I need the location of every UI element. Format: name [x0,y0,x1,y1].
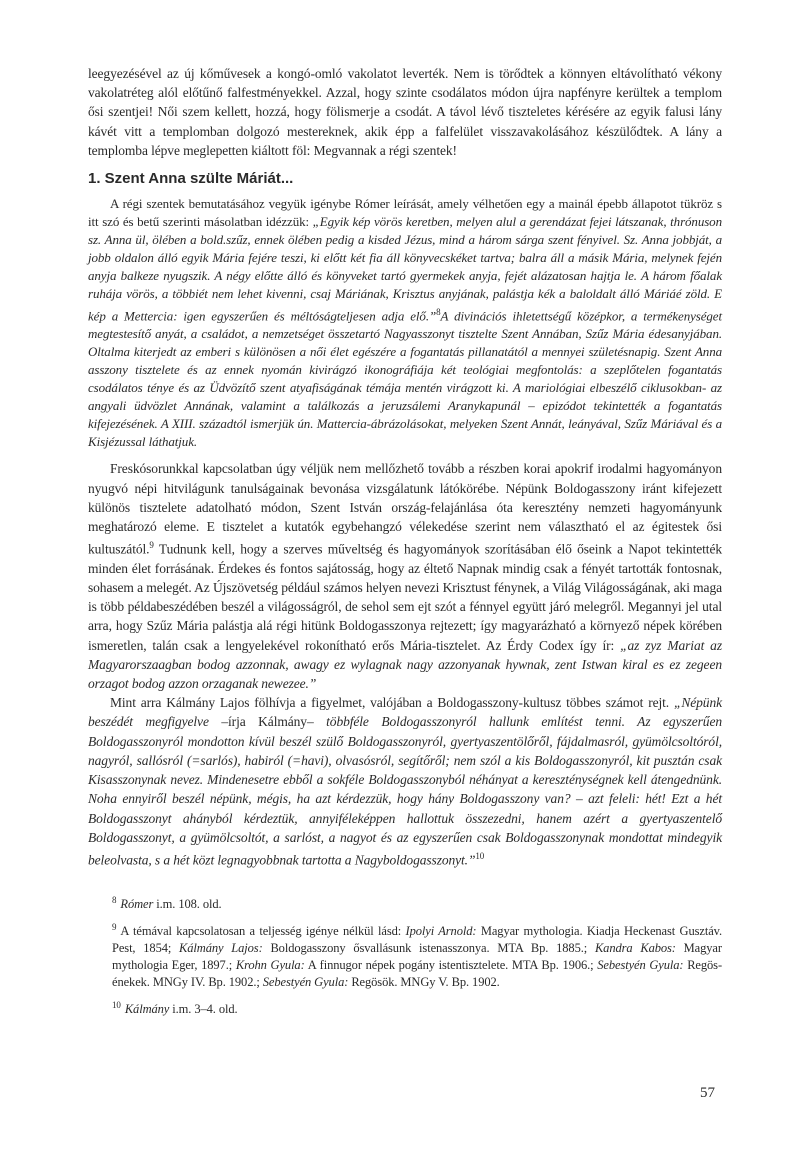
kalmany-quote: többféle Boldogasszonyról hallunk említést tenni. Az egyszerűen Boldogasszonyról mondotton kívül beszél szülő Boldogasszonyról, gyertyaszentölőről, fájdalmasról, gyümölcsoltóról, nagyról, sallósról (=sarlós), habiról (=havi), olvasósról, segítőről; nem szól a kis Boldogasszonyról, kit pusztán csak Kisasszonynak nevez. Mindenesetre ebből a sokféle Boldogasszonyból néhányat a kereszténységnek kell átengednünk. Noha ennyiről beszél népünk, mégis, ha azt kérdezzük, hogy hány Boldogasszony van? – azt feleli: hét! Ezt a hét Boldogasszonyt ahányból kérdeztük, annyiféleképpen hallottuk összezedni, hanem azért a gyertyaszentelő Boldogasszonyt, a gyümölcsoltót, a sarlóst, a nagyot és az egyszerűen csak Boldogasszonynak mondottat mindegyik beleolvasta, s a hét közt legnagyobbnak tartotta a Nagyboldogasszonyt.” [88,714,723,868]
footnote-8: $^8$ Rómer i.m. 108. old. [112,894,222,911]
paragraph-kalmany [88,693,722,869]
section-heading: 1. Szent Anna szülte Máriát... [88,170,294,188]
page-body [88,64,722,1024]
footnote-10: $^{10}$ Kálmány i.m. 3–4. old. [112,999,238,1017]
kalmany-lead: Mint arra Kálmány Lajos fölhívja a figyelmet, valójában a Boldogasszony-kultusz többes számot rejt. [110,695,674,711]
paragraph-fresco [88,459,722,693]
footnote-9: $^9$ A témával kapcsolatosan a teljesség igénye nélkül lásd: Ipolyi Arnold: Magyar mythologia. Kiadja Heckenast Gusztáv. Pest, 1854; Kálmány Lajos: Boldogasszony ősvallásunk istenasszonya. MTA Bp. 1885.; Kandra Kabos: Magyar mythologia Eger, 1897.; Krohn Gyula: A finnugor népek pogány istentisztelete. MTA Bp. 1906.; Sebestyén Gyula: Regös-énekek. MNGy IV. Bp. 1902.; Sebestyén Gyula: Regösök. MNGy V. Bp. 1902. [112,921,723,989]
fresco-text: Freskósorunkkal kapcsolatban úgy véljük nem mellőzhető tovább a részben korai apokrif irodalmi hagyományon nyugvó népi hitvilágunk tanulságainak bevonása vizsgálatunk látókörébe. Népünk Boldogasszony iránt kifejezett különös tisztelete adatolható módon, Szent István ország-felajánlása óta keresztény nemzeti hagyományunk meghatározó eleme. E tisztelet a kutatók egybehangzó vélekedése szerint nem választható el az égitestek ősi kultuszától. [88,461,722,557]
fresco-text-cont: Tudnunk kell, hogy a szerves műveltség és hagyományok szorításában élő őseink a Napot tekintették minden élet forrásának. Érdekes és fontos sajátosság, hogy az éltető Napnak mindig csak a fényét tartották fontosnak, sohasem a melegét. Az Újszövetség például számos helyen nevezi Krisztust fénynek, a Világ Világosságának, aki maga is több példabeszédében beszél a világosságról, de sehol sem ejt szót a fénnyel együtt járó melegről. Megannyi jel utal arra, hogy Szűz Mária palástja alá régi hitünk Boldogasszonya rejtezett; így magyarázható a környező népek körében ismeretlen, talán csak a lengyelekével rokonítható erős Mária-tisztelet. Az Érdy Codex így ír: [88,541,722,653]
romer-quote: „Egyik kép vörös keretben, melyen alul a gerendázat fejei látszanak, thrónuson sz. Anna ül, ölében a bold.szűz, ennek ölében pedig a kisded Jézus, mind a három sárga szent fényivel. Sz. Anna jobbját, a jobb oldalon álló egyik Mária fejére teszi, ki előtt két fia áll könyvecskéket tartva; balra áll a másik Mária, melynek fején anyja balkeze nyugszik. A négy előtte álló és könyveket tartó gyermekek anyja, fejét alázatosan hajtja le. A három főalak ruhája vörös, a többiét nem lehet kivenni, csaj Máriának, Krisztus anyjának, palástja kék a baloldalt álló Máriáé zöld. E kép a Mettercia: igen egyszerűen és méltóságteljesen adja elő.” [88,214,722,324]
paragraph-romer [88,195,722,451]
footnote-ref-10[interactable]: 10 [475,850,485,861]
romer-lead: A régi szentek bemutatásához vegyük igénybe Rómer leírását, amely vélhetően egy a mainál épebb állapotot tükröz s itt szó és betű szerinti másolatban idézzük: [88,196,722,230]
page-number: 57 [700,1085,715,1101]
footnote-ref-9[interactable]: 9 [149,540,154,551]
kalmany-mid: –írja Kálmány– [208,714,327,730]
kalmany-quote-start: „Népünk beszédét megfigyelve [88,695,722,730]
footnote-ref-8[interactable]: 8 [436,307,441,318]
erdy-codex-quote: „az zyz Mariat az Magyarorszaagban bodog azzonnak, awagy ez wylagnak nagy azzonyanak hywnak, zent Istwan kiral es ez zegeen orzagot bodog azzon orzaganak newezee.” [88,637,722,692]
paragraph-intro: leegyezésével az új kőművesek a kongó-omló vakolatot leverték. Nem is törődtek a könnyen eltávolítható vékony vakolatréteg alól előtűnő falfestményekkel. Azzal, hogy szinte csodálatos módon újra napfényre kerültek a templom ősi szentjei! Női szem kellett, hozzá, hogy fölismerje a csodát. A távol lévő tiszteletes kérésére az egyik falusi lány kávét vitt a templomban dolgozó mestereknek, akik épp a falfelület visszavakolásához készülődtek. A lány a templomba lépve meglepetten kiáltott föl: Megvannak a régi szentek! [88,66,722,158]
mettercia-text: A divinációs ihletettségű középkor, a termékenységet megtestesítő anyát, a családot, a nemzetséget összetartó Nagyasszonyt tisztelte Szent Annában, Szűz Mária édesanyjában. Oltalma kiterjedt az emberi s különösen a női élet egészére a fogantatás pillanatától a mennyei születésnapig. Szent Anna asszony tisztelete és az ennek nyomán kivirágzó ikonográfiája két teológiai megfontolás: a szeplőtelen fogantatás csodálatos ténye és az Üdvözítő szent atyafiságának témája mentén virágzott ki. A mariológiai elbeszélő ciklusokban- az angyali üdvözlet Annának, valamint a találkozás a jeruzsálemi Aranykapunál – epizódot tekintették a fogantatás kifejezésének. A XIII. századtól ismerjük ún. Mattercia-ábrázolásokat, melyeken Szent Annát, leányával, Szűz Máriával és a Kisjézussal láthatjuk. [88,308,722,450]
